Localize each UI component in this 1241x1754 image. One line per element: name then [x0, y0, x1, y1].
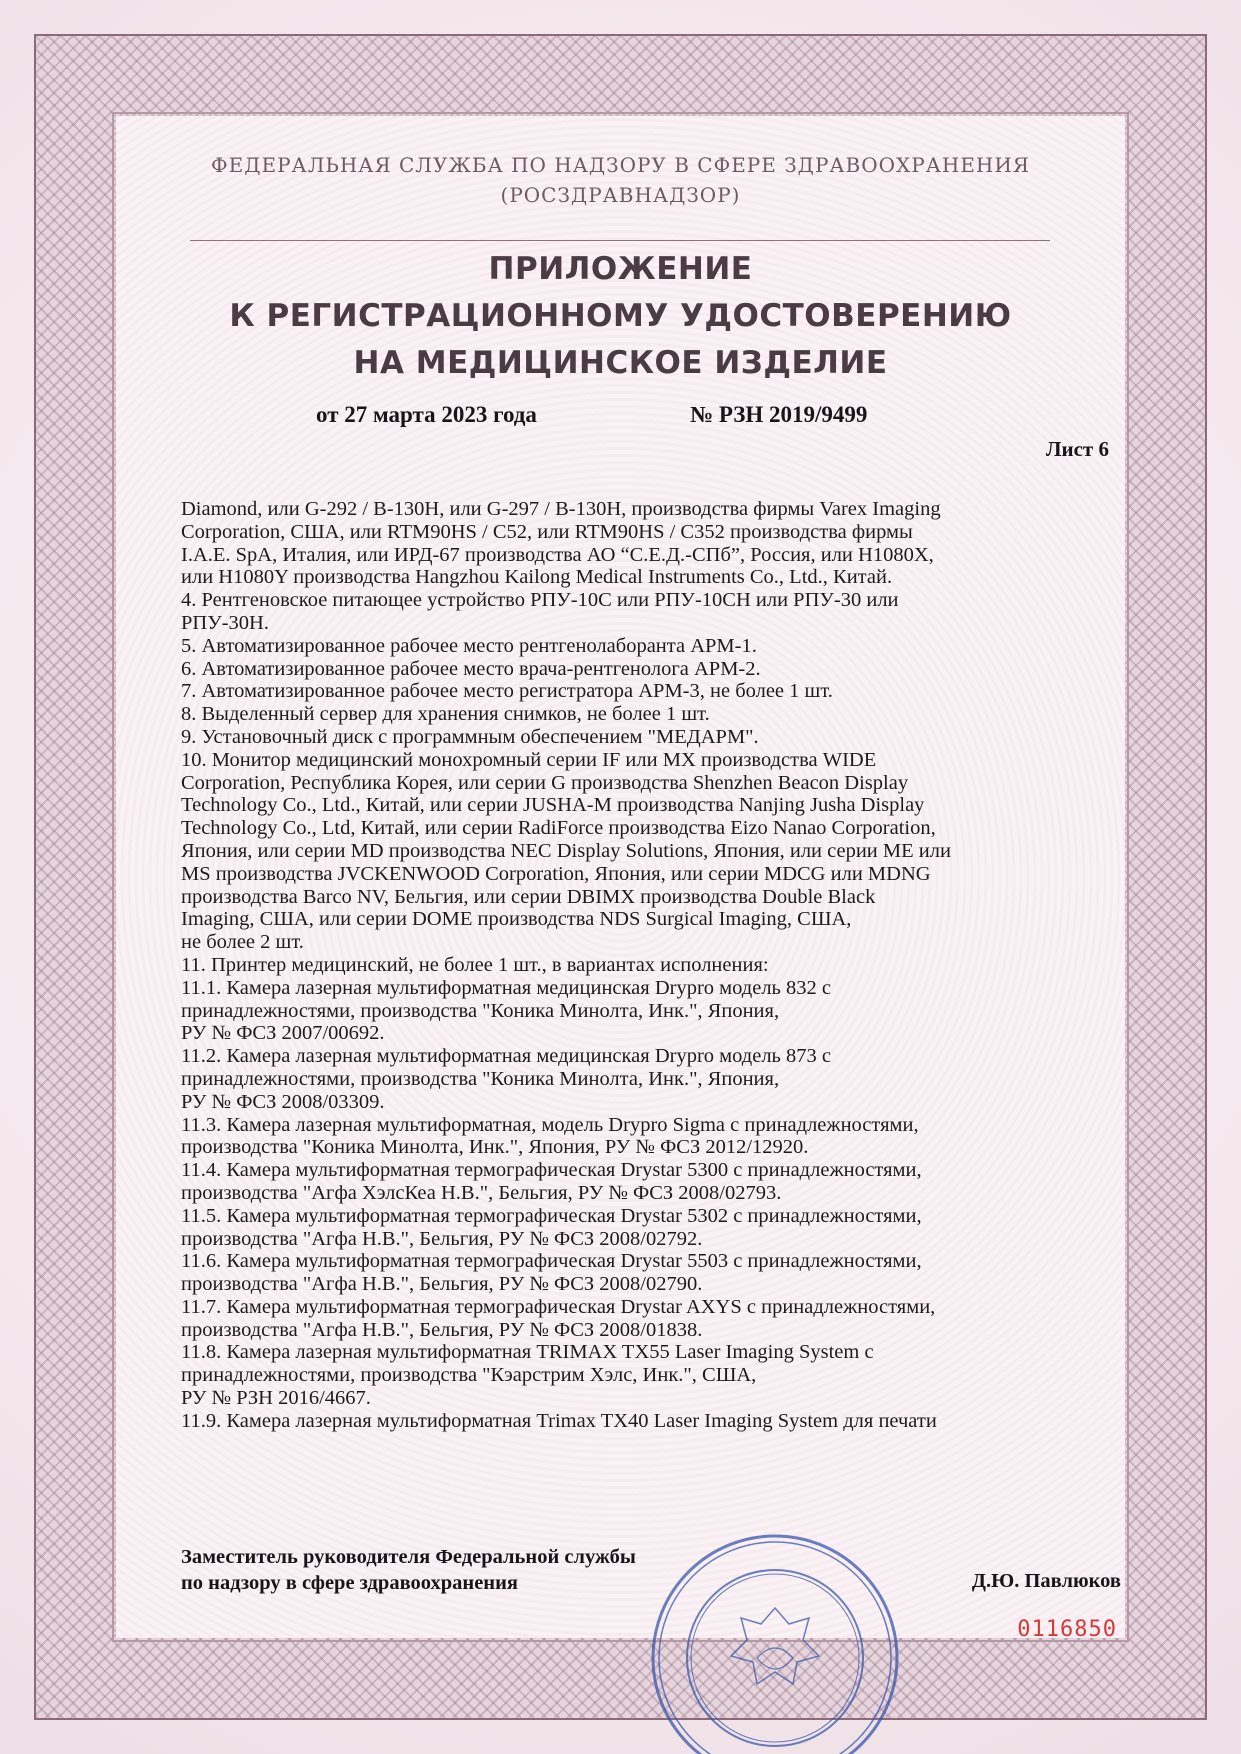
- body-line: Corporation, Республика Корея, или серии G производства Shenzhen Beacon Display: [181, 771, 909, 794]
- body-line: Imaging, США, или серии DOME производства NDS Surgical Imaging, США,: [181, 908, 852, 931]
- body-line: производства "Агфа Н.В.", Бельгия, РУ № ФСЗ 2008/02790.: [181, 1273, 703, 1296]
- body-line: 7. Автоматизированное рабочее место регистратора АРМ-3, не более 1 шт.: [181, 680, 833, 703]
- body-line: 11.3. Камера лазерная мультиформатная, модель Drypro Sigma с принадлежностями,: [181, 1113, 919, 1136]
- body-line: 11.8. Камера лазерная мультиформатная TRIMAX TX55 Laser Imaging System с: [181, 1341, 874, 1364]
- agency-header: [0, 150, 1241, 210]
- body-line: производства "Агфа ХэлсКеа Н.В.", Бельгия, РУ № ФСЗ 2008/02793.: [181, 1181, 782, 1204]
- body-line: 5. Автоматизированное рабочее место рентгенолаборанта АРМ-1.: [181, 634, 757, 657]
- body-line: 11.2. Камера лазерная мультиформатная медицинская Drypro модель 873 с: [181, 1045, 832, 1068]
- body-line: MS производства JVCKENWOOD Corporation, Япония, или серии MDCG или MDNG: [181, 862, 931, 885]
- body-line: производства Barco NV, Бельгия, или серии DBIMX производства Double Black: [181, 885, 876, 908]
- body-line: Technology Co., Ltd., Китай, или серии JUSHA-M производства Nanjing Jusha Display: [181, 794, 925, 817]
- agency-name: ФЕДЕРАЛЬНАЯ СЛУЖБА ПО НАДЗОРУ В СФЕРЕ ЗДРАВООХРАНЕНИЯ: [211, 153, 1030, 177]
- signer-position-line-2: по надзору в сфере здравоохранения: [181, 1572, 519, 1594]
- body-line: 11.4. Камера мультиформатная термографическая Drystar 5300 с принадлежностями,: [181, 1159, 922, 1182]
- sheet-number: Лист 6: [1045, 437, 1109, 461]
- body-line: 9. Установочный диск с программным обеспечением "МЕДАРМ".: [181, 725, 759, 748]
- agency-abbreviation: (РОСЗДРАВНАДЗОР): [500, 183, 741, 207]
- registration-number: № РЗН 2019/9499: [690, 402, 868, 427]
- issue-date: от 27 марта 2023 года: [316, 402, 537, 427]
- body-line: 8. Выделенный сервер для хранения снимков, не более 1 шт.: [181, 703, 710, 726]
- document-body: [181, 498, 1141, 1433]
- body-line: Diamond, или G-292 / B-130H, или G-297 / B-130H, производства фирмы Varex Imaging: [181, 498, 941, 520]
- body-line: 11.9. Камера лазерная мультиформатная Trimax TX40 Laser Imaging System для печати: [181, 1409, 937, 1432]
- body-line: принадлежностями, производства "Коника Минолта, Инк.", Япония,: [181, 1067, 780, 1090]
- body-line: производства "Агфа Н.В.", Бельгия, РУ № ФСЗ 2008/02792.: [181, 1227, 703, 1250]
- body-line: РУ № ФСЗ 2007/00692.: [181, 1022, 385, 1045]
- body-line: производства "Коника Минолта, Инк.", Япония, РУ № ФСЗ 2012/12920.: [181, 1136, 809, 1159]
- title-line-3: НА МЕДИЦИНСКОЕ ИЗДЕЛИЕ: [353, 345, 888, 381]
- document-title: [0, 246, 1241, 387]
- title-line-1: ПРИЛОЖЕНИЕ: [488, 251, 753, 287]
- signer-name: Д.Ю. Павлюков: [971, 1570, 1121, 1592]
- body-line: I.A.E. SpA, Италия, или ИРД-67 производства АО “С.Е.Д.-СПб”, Россия, или H1080X,: [181, 543, 934, 566]
- body-line: не более 2 шт.: [181, 931, 304, 954]
- body-line: или H1080Y производства Hangzhou Kailong Medical Instruments Co., Ltd., Китай.: [181, 566, 893, 589]
- body-line: принадлежностями, производства "Коника Минолта, Инк.", Япония,: [181, 999, 780, 1022]
- body-line: принадлежностями, производства "Кэарстрим Хэлс, Инк.", США,: [181, 1364, 757, 1387]
- body-line: Corporation, США, или RTM90HS / C52, или RTM90HS / C352 производства фирмы: [181, 520, 913, 543]
- body-line: Technology Co., Ltd, Китай, или серии RadiForce производства Eizo Nanao Corporation,: [181, 817, 936, 840]
- signer-position-line-1: Заместитель руководителя Федеральной службы: [181, 1546, 636, 1568]
- body-line: 4. Рентгеновское питающее устройство РПУ-10С или РПУ-10СН или РПУ-30 или: [181, 589, 899, 612]
- body-line: 11. Принтер медицинский, не более 1 шт., в вариантах исполнения:: [181, 953, 769, 976]
- body-line: Япония, или серии MD производства NEC Display Solutions, Япония, или серии ME или: [181, 839, 951, 862]
- form-serial-number: 0116850: [1017, 1617, 1117, 1642]
- signer-position: [181, 1544, 636, 1596]
- official-seal-stamp: [645, 1528, 905, 1754]
- title-line-2: К РЕГИСТРАЦИОННОМУ УДОСТОВЕРЕНИЮ: [229, 298, 1012, 334]
- body-line: 6. Автоматизированное рабочее место врача-рентгенолога АРМ-2.: [181, 657, 761, 680]
- body-line: РУ № РЗН 2016/4667.: [181, 1387, 371, 1410]
- body-line: 11.5. Камера мультиформатная термографическая Drystar 5302 с принадлежностями,: [181, 1204, 922, 1227]
- body-line: 11.1. Камера лазерная мультиформатная медицинская Drypro модель 832 с: [181, 976, 832, 999]
- body-line: 11.6. Камера мультиформатная термографическая Drystar 5503 с принадлежностями,: [181, 1250, 922, 1273]
- body-line: производства "Агфа Н.В.", Бельгия, РУ № ФСЗ 2008/01838.: [181, 1318, 703, 1341]
- header-divider: [190, 240, 1050, 241]
- body-line: РПУ-30Н.: [181, 611, 269, 634]
- body-line: РУ № ФСЗ 2008/03309.: [181, 1090, 385, 1113]
- body-line: 10. Монитор медицинский монохромный серии IF или MX производства WIDE: [181, 748, 877, 771]
- body-line: 11.7. Камера мультиформатная термографическая Drystar AXYS с принадлежностями,: [181, 1295, 936, 1318]
